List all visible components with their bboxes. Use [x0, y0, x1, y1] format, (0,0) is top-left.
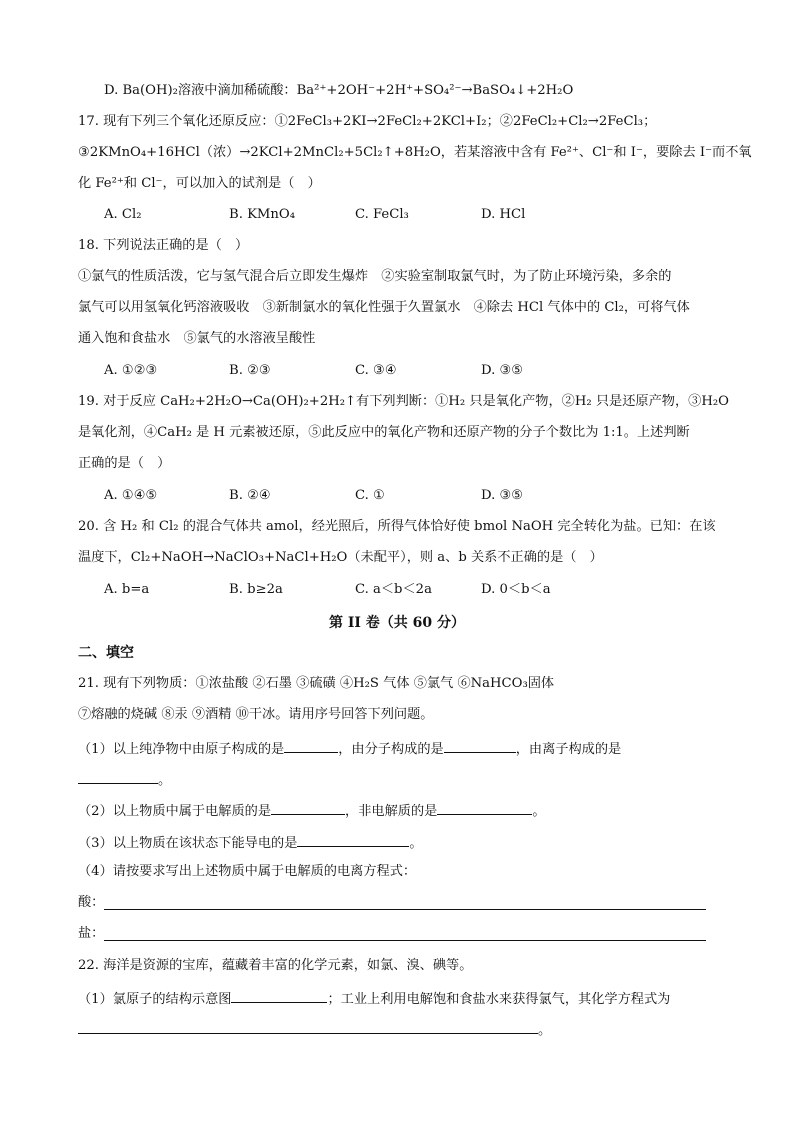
q22-part1-line: [78, 988, 670, 1009]
q21-p1-text-a: （1）以上纯净物中由原子构成的是: [78, 742, 285, 757]
q21-p2-text-a: （2）以上物质中属于电解质的是: [78, 804, 272, 819]
q21-p1-text-b: ，由分子构成的是: [338, 742, 444, 757]
q21-stem-line2: ⑦熔融的烧碱 ⑧汞 ⑨酒精 ⑩干冰。请用序号回答下列问题。: [78, 707, 434, 722]
q21-part4-line: （4）请按要求写出上述物质中属于电解质的电离方程式：: [78, 864, 417, 879]
q22-stem-line1: 22. 海洋是资源的宝库，蕴藏着丰富的化学元素，如氯、溴、碘等。: [78, 958, 473, 973]
q17-stem-line1: 17. 现有下列三个氧化还原反应：①2FeCl₃+2KI→2FeCl₂+2KCl+I₂；②2FeCl₂+Cl₂→2FeCl₃；: [78, 114, 657, 129]
part2-title: 第 II 卷（共 60 分）: [328, 615, 466, 631]
q19-stem-line1: 19. 对于反应 CaH₂+2H₂O→Ca(OH)₂+2H₂↑有下列判断：①H₂ 只是氧化产物，②H₂ 只是还原产物，③H₂O: [78, 394, 729, 409]
q22-part1-line2: [78, 1019, 551, 1040]
q22-p1-text-b: ；工业上利用电解饱和食盐水来获得氯气，其化学方程式为: [327, 992, 671, 1007]
q18-stem-line4: 通入饱和食盐水 ⑤氯气的水溶液呈酸性: [78, 331, 316, 346]
q21-part1-line: [78, 738, 621, 759]
q20-stem-line2: 温度下，Cl₂+NaOH→NaClO₃+NaCl+H₂O（未配平），则 a、b 关系不正确的是（ ）: [78, 550, 603, 565]
blank-ions[interactable]: [78, 769, 158, 784]
q18-stem-line1: 18. 下列说法正确的是（ ）: [78, 238, 249, 253]
q19-stem-line3: 正确的是（ ）: [78, 456, 171, 471]
acid-label: 酸：: [78, 895, 105, 910]
q19-option-c: C. ①: [355, 488, 385, 503]
q18-option-d: D. ③⑤: [481, 363, 524, 378]
salt-answer-line[interactable]: [104, 940, 706, 941]
q20-option-d: D. 0＜b＜a: [481, 582, 551, 597]
q21-stem-line1: 21. 现有下列物质：①浓盐酸 ②石墨 ③硫磺 ④H₂S 气体 ⑤氯气 ⑥NaHCO₃固体: [78, 676, 555, 691]
q20-option-c: C. a＜b＜2a: [355, 582, 432, 597]
q21-part2-line: [78, 800, 546, 821]
blank-atoms[interactable]: [284, 738, 338, 753]
blank-molecules[interactable]: [444, 738, 516, 753]
q21-p1-text-c: ，由离子构成的是: [515, 742, 622, 757]
q19-option-a: A. ①④⑤: [104, 488, 158, 503]
q21-p1-end: 。: [158, 773, 172, 788]
q17-stem-line2: ③2KMnO₄+16HCl（浓）→2KCl+2MnCl₂+5Cl₂↑+8H₂O，若某溶液中含有 Fe²⁺、Cl⁻和 I⁻，要除去 I⁻而不氧: [78, 145, 752, 160]
q18-option-a: A. ①②③: [104, 363, 158, 378]
q20-option-a: A. b=a: [104, 582, 150, 597]
q20-option-b: B. b≥2a: [229, 582, 283, 597]
q17-option-a: A. Cl₂: [104, 207, 142, 222]
q21-p2-end: 。: [532, 804, 546, 819]
q19-option-b: B. ②④: [229, 488, 271, 503]
acid-answer-line[interactable]: [104, 909, 706, 910]
q17-option-c: C. FeCl₃: [355, 207, 409, 222]
salt-label: 盐：: [78, 926, 105, 941]
blank-electrolytes[interactable]: [271, 800, 345, 815]
q22-p1-text-a: （1）氯原子的结构示意图: [78, 992, 232, 1007]
q21-part3-line: [78, 832, 423, 853]
blank-chlorine-structure[interactable]: [231, 988, 327, 1003]
q21-part1-line2: [78, 769, 171, 790]
blank-conductive[interactable]: [297, 832, 409, 847]
q18-stem-line2: ①氯气的性质活泼，它与氢气混合后立即发生爆炸 ②实验室制取氯气时，为了防止环境污染，多余的: [78, 269, 672, 284]
section-heading: 二、填空: [78, 645, 134, 661]
q22-p1-end: 。: [538, 1023, 552, 1038]
blank-nonelectrolytes[interactable]: [437, 800, 532, 815]
q17-option-b: B. KMnO₄: [229, 207, 296, 222]
q21-p3-end: 。: [409, 836, 423, 851]
q16-option-d: D. Ba(OH)₂溶液中滴加稀硫酸：Ba²⁺+2OH⁻+2H⁺+SO₄²⁻→BaSO₄↓+2H₂O: [104, 83, 574, 98]
q18-stem-line3: 氯气可以用氢氧化钙溶液吸收 ③新制氯水的氧化性强于久置氯水 ④除去 HCl 气体中的 Cl₂，可将气体: [78, 300, 690, 315]
q18-option-b: B. ②③: [229, 363, 271, 378]
blank-electrolysis-equation[interactable]: [78, 1019, 538, 1034]
q21-p2-text-b: ，非电解质的是: [345, 804, 438, 819]
q21-p3-text-a: （3）以上物质在该状态下能导电的是: [78, 836, 298, 851]
q20-stem-line1: 20. 含 H₂ 和 Cl₂ 的混合气体共 amol，经光照后，所得气体恰好使 bmol NaOH 完全转化为盐。已知：在该: [78, 519, 716, 534]
q19-option-d: D. ③⑤: [481, 488, 524, 503]
q17-option-d: D. HCl: [481, 207, 526, 222]
q18-option-c: C. ③④: [355, 363, 397, 378]
q17-stem-line3: 化 Fe²⁺和 Cl⁻，可以加入的试剂是（ ）: [78, 176, 321, 191]
q19-stem-line2: 是氧化剂，④CaH₂ 是 H 元素被还原，⑤此反应中的氧化产物和还原产物的分子个数比为 1:1。上述判断: [78, 425, 690, 440]
